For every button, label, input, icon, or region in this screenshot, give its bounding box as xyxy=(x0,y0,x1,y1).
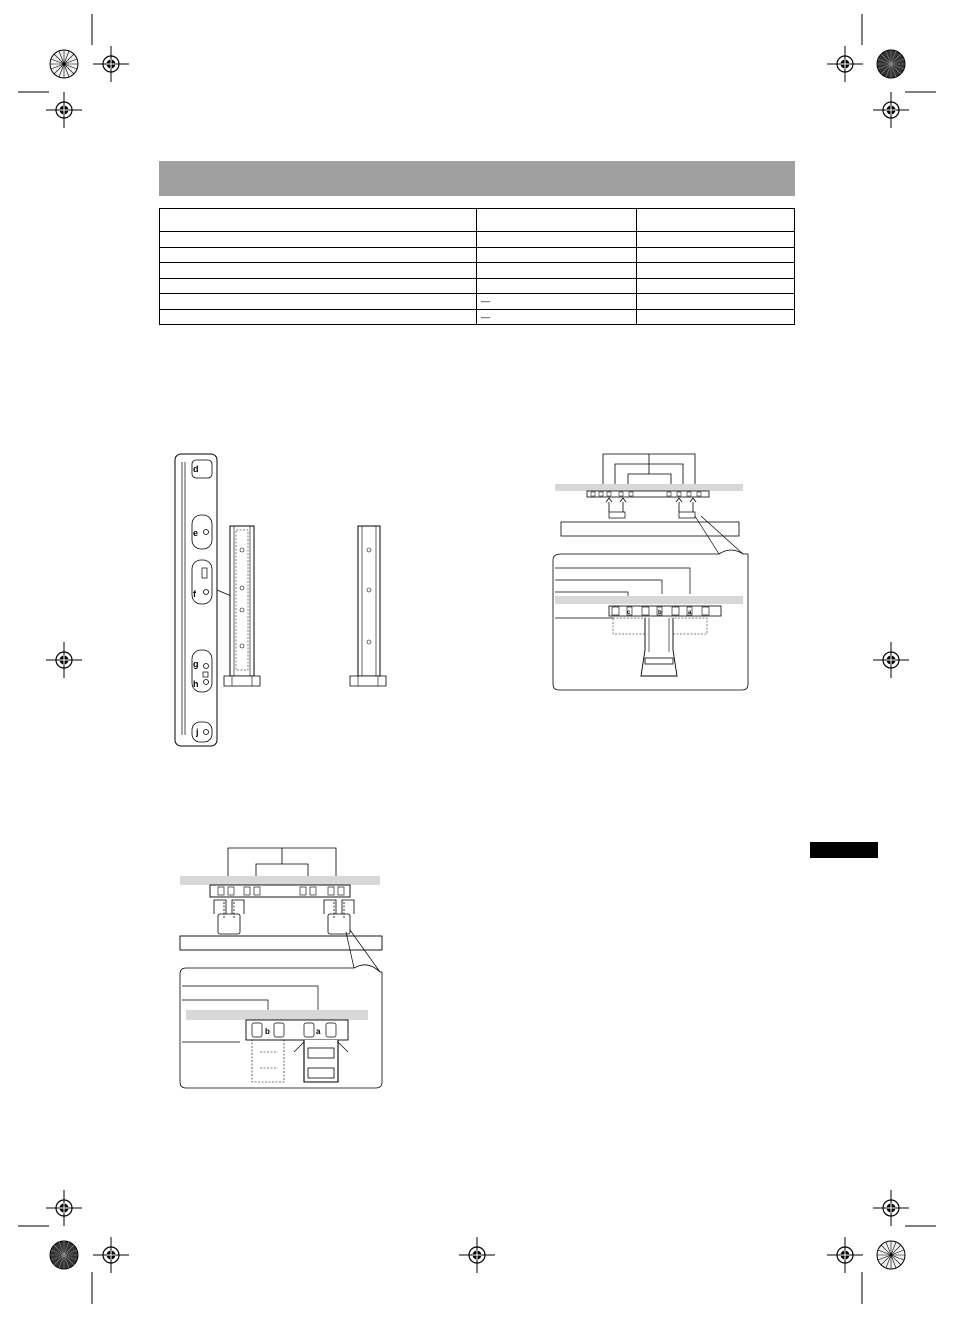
registration-crosshair-icon xyxy=(827,46,863,82)
table-row xyxy=(160,278,795,294)
table-cell xyxy=(637,278,795,294)
spec-table xyxy=(159,208,795,325)
bracket-rear-view xyxy=(350,526,386,686)
label-e: e xyxy=(193,528,199,538)
label-a: a xyxy=(688,610,692,616)
color-wheel-icon xyxy=(877,1241,905,1269)
table-cell xyxy=(637,232,795,248)
table-row xyxy=(160,232,795,248)
label-b: b xyxy=(658,610,662,616)
registration-crosshair-icon xyxy=(46,92,82,128)
label-c: c xyxy=(627,610,631,616)
registration-crosshair-icon xyxy=(873,92,909,128)
color-wheel-icon xyxy=(50,1241,78,1269)
mounting-diagram-left xyxy=(178,842,388,1092)
gray-strip xyxy=(180,876,380,885)
table-cell: — xyxy=(477,294,637,310)
table-cell xyxy=(637,209,795,232)
table-cell xyxy=(637,247,795,263)
gray-strip xyxy=(555,484,743,491)
bracket-side-diagram xyxy=(160,450,420,750)
registration-crosshair-icon xyxy=(873,642,909,678)
base-plate xyxy=(180,936,382,950)
color-wheel-icon xyxy=(877,50,905,78)
label-g: g xyxy=(193,659,199,669)
label-f: f xyxy=(193,589,196,599)
registration-crosshair-icon xyxy=(93,46,129,82)
registration-crosshair-icon xyxy=(827,1237,863,1273)
registration-crosshair-icon xyxy=(459,1237,495,1273)
label-j: j xyxy=(196,727,199,737)
label-d: d xyxy=(193,464,199,474)
section-header-bar xyxy=(159,161,795,196)
table-row xyxy=(160,294,795,310)
table-cell xyxy=(160,247,477,263)
table-cell xyxy=(477,232,637,248)
table-cell xyxy=(637,309,795,325)
table-cell xyxy=(477,278,637,294)
bracket-front-view xyxy=(224,526,260,686)
registration-crosshair-icon xyxy=(46,1190,82,1226)
registration-crosshair-icon xyxy=(46,642,82,678)
table-cell xyxy=(160,263,477,279)
table-cell xyxy=(477,209,637,232)
mounting-diagram-right xyxy=(553,446,753,696)
label-a: a xyxy=(316,1027,321,1036)
table-cell xyxy=(637,263,795,279)
table-cell xyxy=(160,278,477,294)
table-cell: — xyxy=(477,309,637,325)
table-row xyxy=(160,209,795,232)
table-cell xyxy=(160,294,477,310)
table-row xyxy=(160,247,795,263)
table-cell xyxy=(477,263,637,279)
label-b: b xyxy=(265,1027,270,1036)
table-cell xyxy=(160,232,477,248)
table-cell xyxy=(160,209,477,232)
base-plate xyxy=(561,522,739,536)
section-tab-marker xyxy=(810,842,878,858)
label-h: h xyxy=(193,679,199,689)
table-row xyxy=(160,263,795,279)
registration-crosshair-icon xyxy=(873,1190,909,1226)
table-row xyxy=(160,309,795,325)
table-cell xyxy=(160,309,477,325)
table-cell xyxy=(477,247,637,263)
color-wheel-icon xyxy=(50,50,78,78)
table-cell xyxy=(637,294,795,310)
registration-crosshair-icon xyxy=(93,1237,129,1273)
